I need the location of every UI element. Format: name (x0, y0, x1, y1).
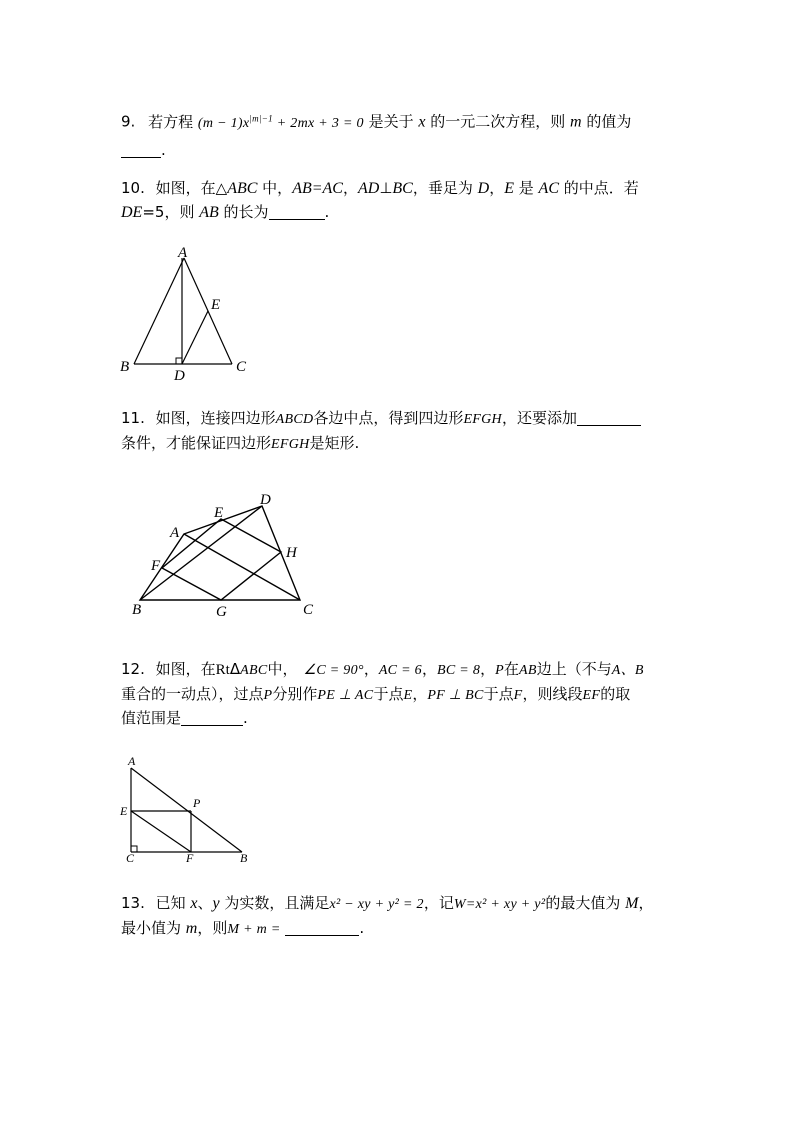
diagonal-bd (140, 506, 262, 600)
figure-q10-triangle (110, 238, 270, 388)
quadrilateral-abcd: ABCD (275, 412, 314, 427)
label-E: E (120, 804, 128, 818)
question-9-text: 的值为 (581, 112, 632, 131)
label-H: H (286, 545, 297, 561)
expression-w: W=x² + xy + y² (453, 897, 546, 912)
question-12-line-1: 12. 如图，在RtΔABC中， ∠C = 90°，AC = 6，BC = 8，P在AB边上（不与A、B (121, 660, 644, 678)
segment-de (182, 311, 208, 364)
question-10-line-1: 10. 如图，在△ABC 中，AB=AC，AD⊥BC，垂足为 D，E 是 AC 的中点．若 (121, 179, 639, 197)
answer-blank-13[interactable] (285, 919, 359, 936)
question-13-number: 13. (121, 894, 145, 912)
condition-ab-ac: AB=AC (292, 180, 343, 197)
label-F: F (151, 558, 161, 574)
label-B: B (132, 602, 142, 618)
question-9-line-2: . (121, 140, 166, 160)
label-C: C (303, 602, 314, 618)
equation-condition: x² − xy + y² = 2 (329, 897, 424, 912)
label-A: A (128, 754, 136, 768)
variable-m: m (570, 113, 582, 131)
label-P: P (193, 796, 201, 810)
angle-c-90: ∠C = 90° (303, 663, 364, 678)
label-B: B (240, 851, 248, 865)
figure-q12-right-triangle (116, 752, 266, 868)
label-C: C (126, 851, 135, 865)
question-9-text: 的一元二次方程，则 (425, 112, 571, 131)
label-A: A (170, 525, 180, 541)
question-9-line-1 (121, 108, 631, 134)
question-9-pre: 若方程 (148, 112, 194, 131)
label-D: D (260, 492, 271, 508)
question-10-number: 10. (121, 179, 145, 197)
question-10-text: 如图，在△ (155, 179, 228, 197)
label-E: E (214, 505, 224, 521)
question-11-number: 11. (121, 409, 145, 427)
question-12-line-2: 重合的一动点），过点P分别作PE ⊥ AC于点E，PF ⊥ BC于点F，则线段EF的取 (121, 685, 631, 703)
label-A: A (178, 245, 188, 261)
question-9-number: 9. (121, 112, 136, 131)
question-12-number: 12. (121, 660, 145, 678)
question-10-line-2: DE=5，则 AB 的长为 . (121, 203, 330, 221)
answer-blank-10[interactable] (269, 203, 325, 220)
question-9-text: 是关于 (368, 112, 419, 131)
segment-ab (131, 768, 242, 852)
label-E: E (211, 297, 221, 313)
question-13-line-1: 13. 已知 x、y 为实数，且满足x² − xy + y² = 2，记W=x² + xy + y²的最大值为 M， (121, 894, 654, 912)
answer-blank-11[interactable] (577, 409, 641, 426)
quadrilateral-efgh-shape (162, 519, 281, 600)
perpendicular-symbol: ⊥ (379, 179, 393, 197)
answer-blank-12[interactable] (181, 709, 243, 726)
label-G: G (216, 604, 227, 620)
question-12-line-3: 值范围是 . (121, 709, 248, 727)
question-11-line-2: 条件，才能保证四边形EFGH是矩形. (121, 434, 360, 452)
label-F: F (186, 851, 194, 865)
answer-blank-9[interactable] (121, 141, 161, 158)
variable-x: x (418, 113, 426, 131)
label-D: D (174, 368, 185, 384)
question-11-line-1: 11. 如图，连接四边形ABCD各边中点，得到四边形EFGH，还要添加 (121, 408, 641, 430)
segment-ab (134, 258, 184, 364)
figure-q11-quadrilateral (128, 486, 328, 626)
label-C: C (236, 359, 247, 375)
segment-ef (131, 811, 191, 852)
triangle-name: ABC (227, 180, 258, 197)
question-9-equation: $(m - 1)x^{|m|-1} + 2mx + 3 = 0$ (197, 113, 364, 131)
question-13-line-2: 最小值为 m，则M + m = . (121, 919, 365, 937)
label-B: B (120, 359, 130, 375)
right-angle-mark (176, 358, 182, 364)
